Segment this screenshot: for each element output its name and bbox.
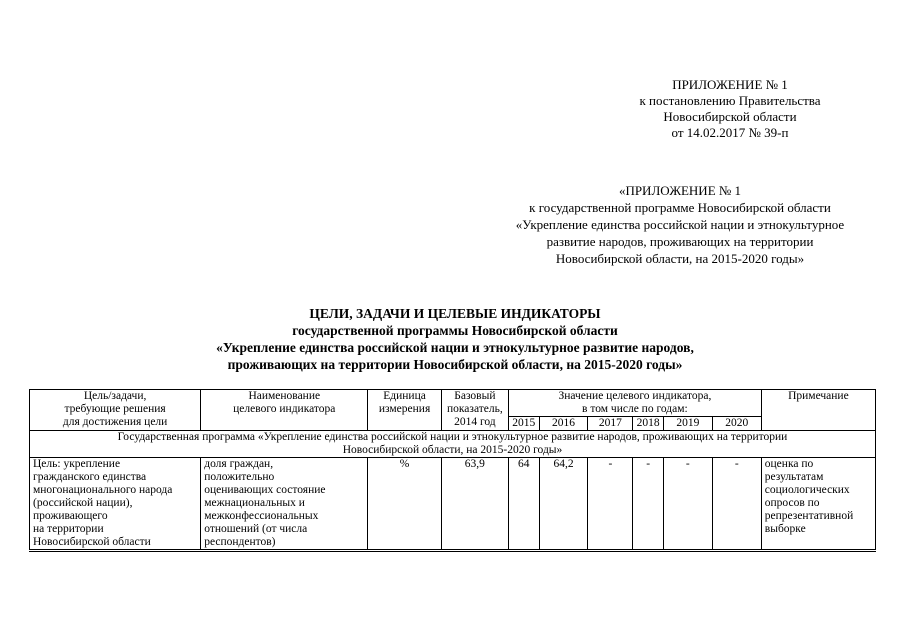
header-indicator — [201, 390, 368, 431]
year-cell: 2018 — [633, 417, 664, 431]
annex-line: Новосибирской области — [663, 109, 797, 124]
goal-line: на территории — [33, 523, 104, 535]
document-title — [160, 305, 750, 373]
note-line: выборке — [764, 523, 806, 535]
program-line: Новосибирской области, на 2015-2020 годы» — [342, 444, 563, 456]
goal-line: многонационального народа — [33, 484, 173, 496]
note-line: оценка по — [764, 458, 814, 470]
unit-cell: % — [368, 458, 441, 551]
header-base-line: показатель, — [446, 403, 503, 415]
indicator-line: доля граждан, — [204, 458, 274, 470]
indicator-line: межконфессиональных — [204, 510, 319, 522]
goal-line: Цель: укрепление — [33, 458, 121, 470]
header-values-line: Значение целевого индикатора, — [558, 390, 712, 402]
value-cell-2017: - — [588, 458, 633, 551]
note-line: опросов по — [764, 497, 820, 509]
annex-line: от 14.02.2017 № 39-п — [671, 125, 789, 140]
title-line: проживающих на территории Новосибирской области, на 2015-2020 годы» — [227, 357, 683, 372]
note-line: репрезентативной — [764, 510, 854, 522]
program-annex-line: «Укрепление единства российской нации и этнокультурное — [515, 217, 845, 232]
value-cell-2020: - — [712, 458, 761, 551]
year-cell: 2016 — [539, 417, 588, 431]
header-base-line: 2014 год — [454, 416, 496, 428]
header-indicator-line: Наименование — [248, 390, 321, 402]
program-line: Государственная программа «Укрепление единства российской нации и этнокультурное развитие народов, проживающих на территории — [117, 431, 788, 443]
indicator-line: оценивающих состояние — [204, 484, 326, 496]
year-cell: 2020 — [712, 417, 761, 431]
title-line: государственной программы Новосибирской области — [292, 323, 618, 338]
indicator-line: отношений (от числа — [204, 523, 308, 535]
header-unit — [368, 390, 441, 431]
base-value-cell: 63,9 — [441, 458, 508, 551]
note-line: результатам — [764, 471, 824, 483]
indicator-line: респондентов) — [204, 536, 276, 548]
year-cell: 2015 — [509, 417, 540, 431]
goal-cell — [30, 458, 201, 551]
program-annex-line: Новосибирской области, на 2015-2020 годы» — [555, 251, 805, 266]
value-cell-2015: 64 — [509, 458, 540, 551]
program-row — [30, 431, 876, 458]
value-cell-2018: - — [633, 458, 664, 551]
header-base-line: Базовый — [454, 390, 496, 402]
value-cell-2016: 64,2 — [539, 458, 588, 551]
table-row — [30, 458, 876, 551]
header-values — [509, 390, 762, 417]
program-annex-line: к государственной программе Новосибирской области — [529, 200, 831, 215]
goal-line: Новосибирской области — [33, 536, 151, 548]
annex-header — [620, 77, 840, 141]
header-goal-line: Цель/задачи, — [83, 390, 147, 402]
title-line: «Укрепление единства российской нации и этнокультурное развитие народов, — [216, 340, 694, 355]
program-annex-header — [480, 182, 880, 267]
note-line: социологических — [764, 484, 850, 496]
year-cell: 2017 — [588, 417, 633, 431]
annex-line: к постановлению Правительства — [639, 93, 821, 108]
year-cell: 2019 — [663, 417, 712, 431]
program-annex-line: развитие народов, проживающих на территории — [546, 234, 814, 249]
header-goal — [30, 390, 201, 431]
goals-table — [29, 389, 876, 552]
note-cell — [761, 458, 875, 551]
program-cell — [30, 431, 876, 458]
header-unit-line: измерения — [378, 403, 431, 415]
annex-line: ПРИЛОЖЕНИЕ № 1 — [672, 77, 788, 92]
header-values-line: в том числе по годам: — [582, 403, 688, 415]
header-goal-line: для достижения цели — [62, 416, 168, 428]
value-cell-2019: - — [663, 458, 712, 551]
header-unit-line: Единица — [383, 390, 426, 402]
goal-line: (российской нации), — [33, 497, 133, 509]
header-goal-line: требующие решения — [64, 403, 166, 415]
program-annex-line: «ПРИЛОЖЕНИЕ № 1 — [618, 183, 742, 198]
goal-line: проживающего — [33, 510, 108, 522]
table-header-row — [30, 390, 876, 417]
indicator-line: межнациональных и — [204, 497, 305, 509]
header-base — [441, 390, 508, 431]
header-note: Примечание — [761, 390, 875, 431]
title-line: ЦЕЛИ, ЗАДАЧИ И ЦЕЛЕВЫЕ ИНДИКАТОРЫ — [309, 306, 601, 321]
indicator-line: положительно — [204, 471, 275, 483]
header-indicator-line: целевого индикатора — [233, 403, 336, 415]
goal-line: гражданского единства — [33, 471, 147, 483]
indicator-cell — [201, 458, 368, 551]
